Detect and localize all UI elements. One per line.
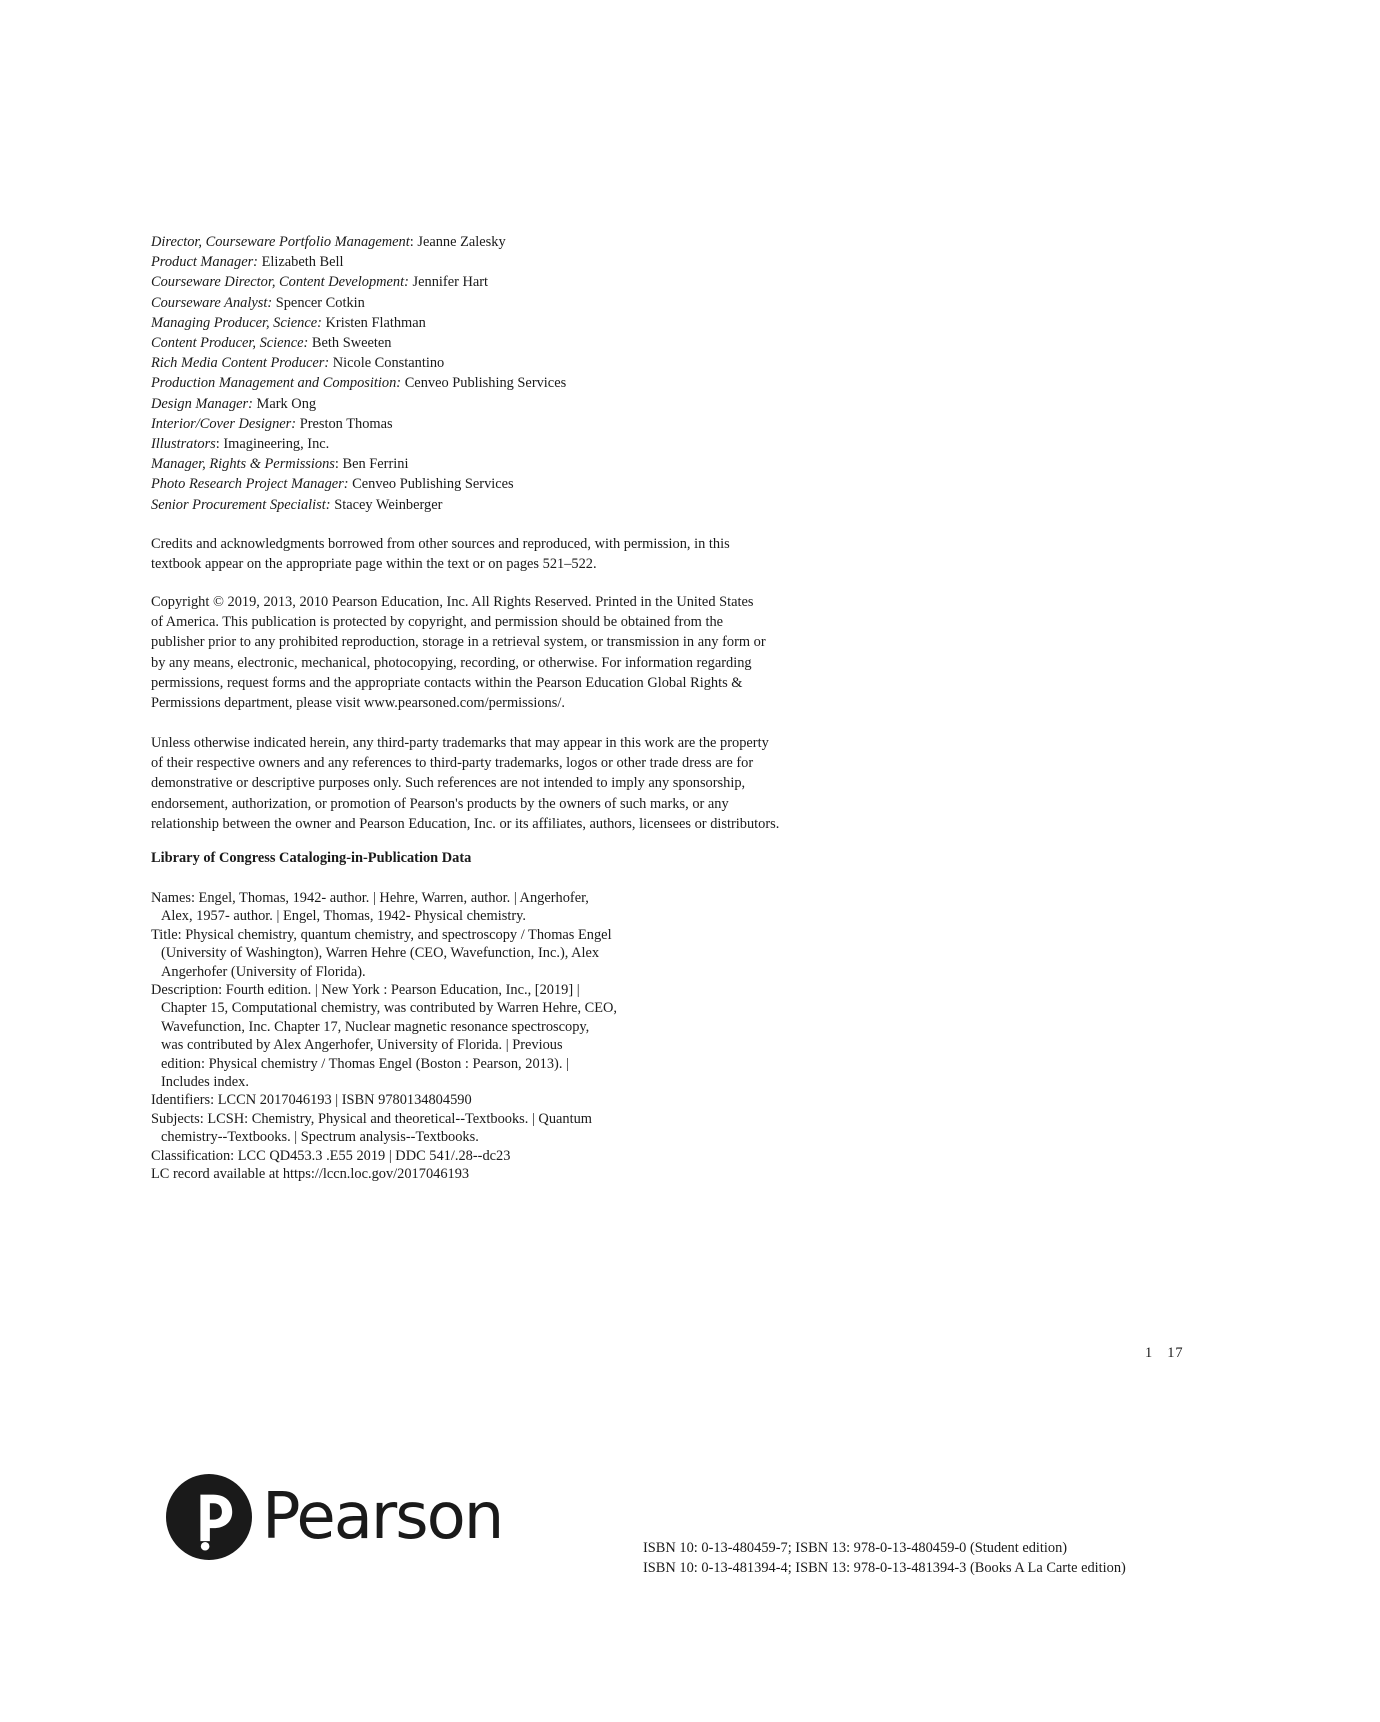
- credit-name: Imagineering, Inc.: [223, 436, 330, 453]
- trademarks-paragraph: [151, 733, 911, 834]
- cip-heading: Library of Congress Cataloging-in-Publication Data: [151, 850, 472, 866]
- text-line: relationship between the owner and Pearson Education, Inc. or its affiliates, authors, licensees or distributors.: [151, 815, 780, 832]
- cip-line: Wavefunction, Inc. Chapter 17, Nuclear magnetic resonance spectroscopy,: [161, 1018, 590, 1035]
- cip-line: Includes index.: [161, 1074, 249, 1091]
- printing-line: [1145, 1345, 1184, 1362]
- credits-list: [151, 232, 911, 515]
- printing-year: 17: [1167, 1345, 1184, 1361]
- credit-name: Cenveo Publishing Services: [404, 375, 567, 392]
- cip-line: Description: Fourth edition. | New York : Pearson Education, Inc., [2019] |: [151, 982, 580, 999]
- cip-line: (University of Washington), Warren Hehre (CEO, Wavefunction, Inc.), Alex: [161, 945, 600, 962]
- credit-name: Jennifer Hart: [412, 274, 489, 291]
- text-line: Copyright © 2019, 2013, 2010 Pearson Education, Inc. All Rights Reserved. Printed in the United States: [151, 594, 754, 610]
- cip-block: [151, 889, 751, 1184]
- credit-name: Ben Ferrini: [342, 456, 409, 473]
- cip-line: Title: Physical chemistry, quantum chemistry, and spectroscopy / Thomas Engel: [151, 926, 612, 943]
- cip-line: LC record available at https://lccn.loc.gov/2017046193: [151, 1166, 470, 1183]
- text-line: endorsement, authorization, or promotion of Pearson's products by the owners of such marks, or any: [151, 795, 729, 812]
- cip-line: chemistry--Textbooks. | Spectrum analysis--Textbooks.: [161, 1129, 479, 1146]
- text-line: textbook appear on the appropriate page within the text or on pages 521–522.: [151, 556, 597, 573]
- credit-role: Product Manager:: [151, 254, 258, 271]
- credit-role: Photo Research Project Manager:: [151, 476, 349, 493]
- credit-line: [151, 333, 911, 353]
- credit-role: Director, Courseware Portfolio Management: [151, 234, 410, 250]
- credit-separator: :: [334, 456, 343, 473]
- credit-name: Cenveo Publishing Services: [352, 476, 514, 493]
- credit-line: [151, 353, 911, 373]
- credit-name: Beth Sweeten: [311, 335, 392, 352]
- credit-name: Elizabeth Bell: [261, 254, 344, 271]
- credit-role: Illustrators: [151, 436, 216, 453]
- text-line: by any means, electronic, mechanical, photocopying, recording, or otherwise. For information regarding: [151, 654, 752, 671]
- text-line: of their respective owners and any references to third-party trademarks, logos or other trade dress are for: [151, 755, 754, 772]
- credit-line: [151, 495, 911, 515]
- credit-role: Content Producer, Science:: [151, 335, 309, 352]
- cip-line: edition: Physical chemistry / Thomas Engel (Boston : Pearson, 2013). |: [161, 1055, 569, 1072]
- isbn-line: ISBN 10: 0-13-480459-7; ISBN 13: 978-0-13-480459-0 (Student edition): [643, 1540, 1068, 1556]
- text-line: publisher prior to any prohibited reproduction, storage in a retrieval system, or transmission in any form or: [151, 634, 766, 651]
- credit-name: Preston Thomas: [299, 415, 393, 432]
- printing-number: 1: [1145, 1345, 1154, 1361]
- credit-separator: :: [409, 234, 418, 250]
- credit-role: Interior/Cover Designer:: [151, 415, 297, 432]
- acknowledgments-paragraph: [151, 534, 911, 574]
- credit-role: Courseware Analyst:: [151, 294, 273, 311]
- pearson-p-icon: [166, 1474, 252, 1560]
- isbn-line: ISBN 10: 0-13-481394-4; ISBN 13: 978-0-13-481394-3 (Books A La Carte edition): [643, 1560, 1126, 1577]
- credit-line: [151, 434, 911, 454]
- credit-role: Manager, Rights & Permissions: [151, 456, 335, 473]
- credit-separator: :: [215, 436, 224, 453]
- credit-name: Spencer Cotkin: [275, 294, 365, 311]
- copyright-paragraph: [151, 592, 911, 713]
- credit-line: [151, 454, 911, 474]
- pearson-logo: [166, 1474, 502, 1560]
- cip-line: was contributed by Alex Angerhofer, University of Florida. | Previous: [161, 1037, 563, 1054]
- cip-line: Names: Engel, Thomas, 1942- author. | Hehre, Warren, author. | Angerhofer,: [151, 890, 589, 906]
- text-line: Permissions department, please visit www.pearsoned.com/permissions/.: [151, 695, 565, 712]
- cip-line: Classification: LCC QD453.3 .E55 2019 | DDC 541/.28--dc23: [151, 1147, 511, 1164]
- credit-line: [151, 293, 911, 313]
- credit-line: [151, 373, 911, 393]
- credit-role: Managing Producer, Science:: [151, 314, 322, 331]
- credit-role: Rich Media Content Producer:: [151, 355, 330, 372]
- cip-line: Chapter 15, Computational chemistry, was contributed by Warren Hehre, CEO,: [161, 1000, 618, 1017]
- credit-name: Nicole Constantino: [332, 355, 445, 372]
- credit-role: Senior Procurement Specialist:: [151, 496, 331, 513]
- credit-name: Jeanne Zalesky: [417, 234, 506, 250]
- credit-line: [151, 232, 911, 252]
- cip-line: Subjects: LCSH: Chemistry, Physical and theoretical--Textbooks. | Quantum: [151, 1110, 592, 1127]
- credit-line: [151, 474, 911, 494]
- credit-line: [151, 414, 911, 434]
- text-line: demonstrative or descriptive purposes only. Such references are not intended to imply any sponsorship,: [151, 775, 746, 792]
- credit-line: [151, 252, 911, 272]
- credit-line: [151, 394, 911, 414]
- cip-line: Angerhofer (University of Florida).: [161, 963, 366, 980]
- credit-role: Courseware Director, Content Development:: [151, 274, 409, 291]
- text-line: permissions, request forms and the appropriate contacts within the Pearson Education Global Rights &: [151, 674, 743, 691]
- credit-line: [151, 313, 911, 333]
- isbn-block: [643, 1538, 1126, 1578]
- text-line: of America. This publication is protected by copyright, and permission should be obtained from the: [151, 614, 724, 631]
- cip-line: Identifiers: LCCN 2017046193 | ISBN 9780134804590: [151, 1092, 472, 1109]
- credit-name: Kristen Flathman: [325, 314, 426, 331]
- credit-name: Stacey Weinberger: [334, 496, 443, 513]
- publisher-wordmark: Pearson: [262, 1480, 503, 1554]
- credit-role: Production Management and Composition:: [151, 375, 402, 392]
- credit-name: Mark Ong: [256, 395, 317, 412]
- credit-role: Design Manager:: [151, 395, 253, 412]
- text-line: Credits and acknowledgments borrowed from other sources and reproduced, with permission, in this: [151, 536, 730, 552]
- credit-line: [151, 272, 911, 292]
- text-line: Unless otherwise indicated herein, any third-party trademarks that may appear in this work are the property: [151, 735, 769, 751]
- cip-line: Alex, 1957- author. | Engel, Thomas, 1942- Physical chemistry.: [161, 908, 526, 925]
